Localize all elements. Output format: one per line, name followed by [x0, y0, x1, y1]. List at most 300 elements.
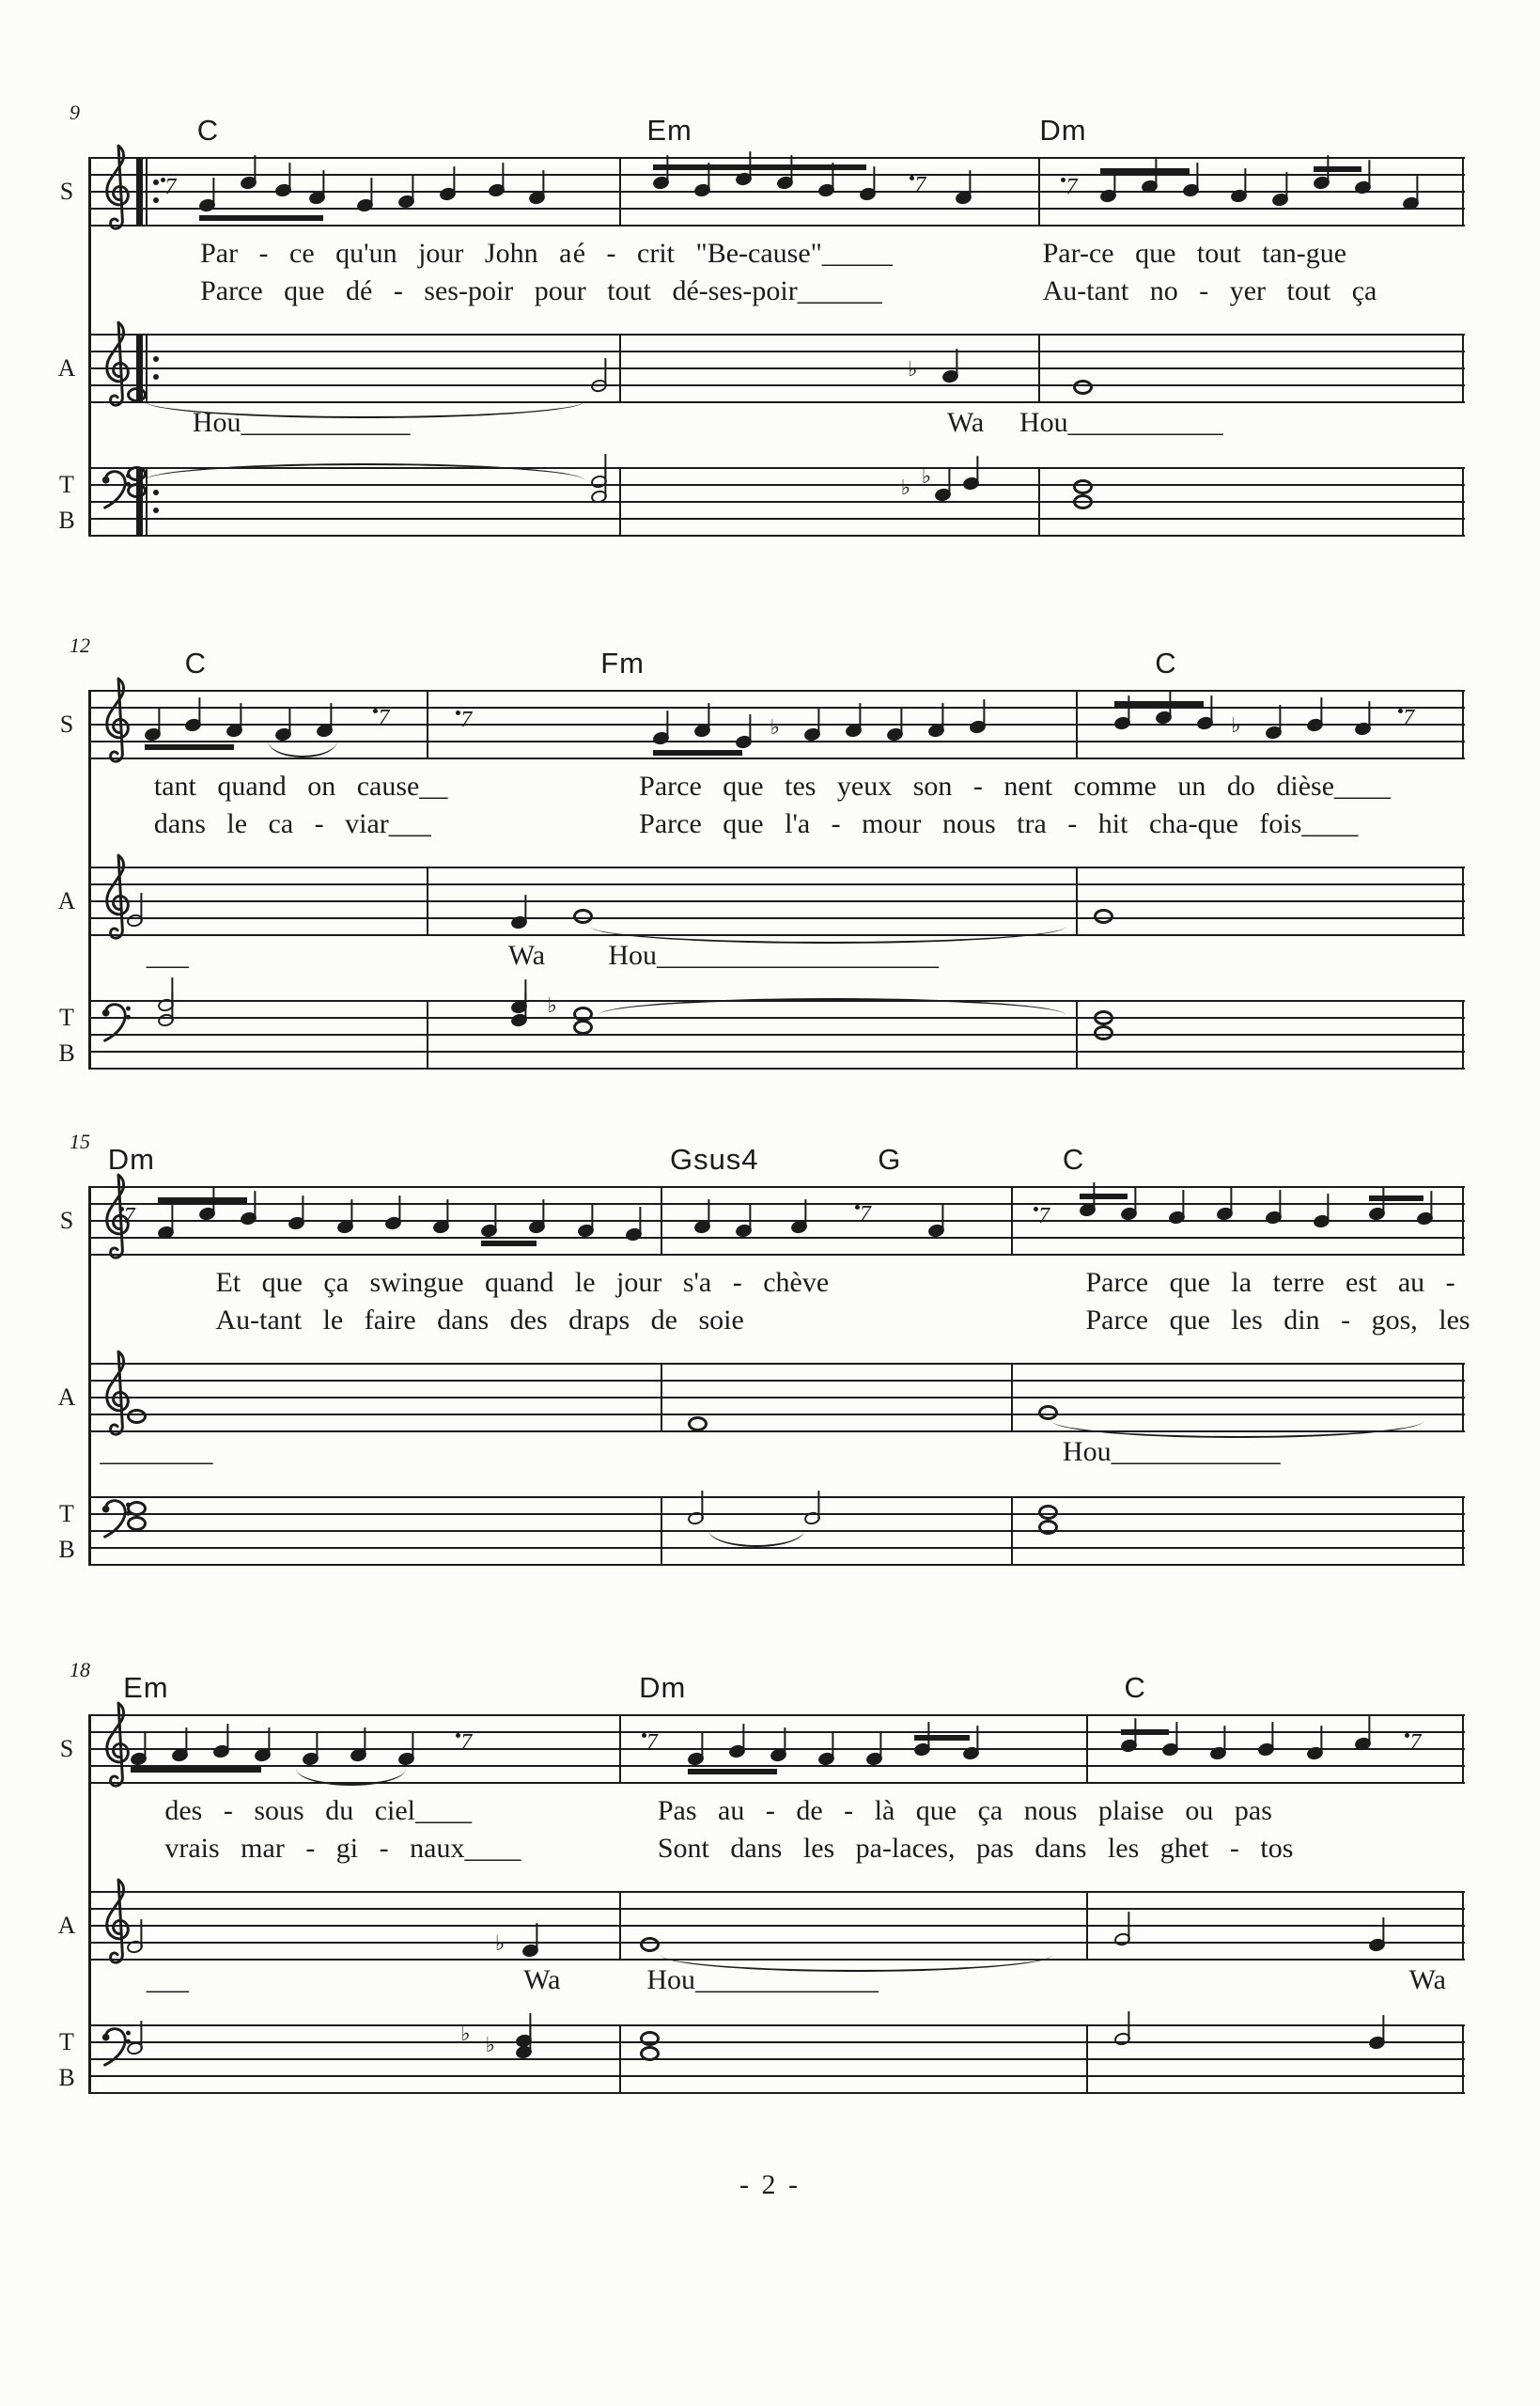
barline [619, 157, 621, 227]
half-note [125, 913, 144, 929]
flat-sign: ♭ [485, 2034, 496, 2057]
chord-symbol: C [184, 647, 208, 680]
lyric-segment: Par - ce qu'un jour John a [200, 238, 572, 269]
barline [661, 1363, 662, 1432]
treble-clef-icon [99, 675, 136, 774]
rest: 7 [1403, 706, 1415, 730]
eighth-note [1154, 710, 1173, 726]
half-note [1112, 1931, 1131, 1947]
barline [1462, 1714, 1464, 1784]
quarter-note [510, 914, 529, 930]
chord-symbol: C [1155, 647, 1177, 680]
barline [1462, 1891, 1464, 1961]
barline [1038, 467, 1040, 537]
tenor-bass-staff [89, 1496, 1465, 1566]
measure-number: 12 [70, 633, 90, 657]
beam [688, 1769, 777, 1774]
beam [1121, 1729, 1169, 1735]
eighth-note [130, 1751, 148, 1767]
eighth-note [383, 1215, 402, 1231]
eighth-note [211, 1743, 230, 1759]
beam [158, 1197, 247, 1203]
barline [1076, 690, 1078, 759]
eighth-note [1112, 715, 1131, 731]
quarter-note [789, 1219, 808, 1235]
beam [1369, 1195, 1424, 1201]
barline [1011, 1496, 1013, 1566]
slur [708, 1530, 804, 1547]
eighth-note [487, 182, 506, 198]
barline [1076, 867, 1078, 936]
lyric-segment: Wa [507, 940, 546, 971]
flat-sign: ♭ [900, 477, 911, 500]
beam [914, 1735, 970, 1741]
system-barline [88, 157, 91, 537]
barline [1462, 2024, 1464, 2094]
soprano-lyrics-verse1 [0, 771, 1540, 808]
chord-symbol: C [1124, 1671, 1146, 1704]
quarter-note [521, 1943, 540, 1959]
slur [145, 463, 584, 480]
eighth-note [687, 1751, 706, 1767]
quarter-note [1367, 1937, 1386, 1953]
whole-note [640, 1937, 660, 1952]
lyric-segment: é - crit "Be-cause"_____ [572, 238, 893, 269]
chord-symbol: Em [123, 1671, 169, 1704]
half-note [125, 1939, 144, 1955]
treble-clef-icon [99, 142, 136, 242]
eighth-note [1354, 180, 1373, 195]
eighth-note [1195, 715, 1214, 731]
whole-note [1094, 1010, 1113, 1025]
eighth-note [198, 197, 217, 213]
chord-symbol: Fm [600, 647, 645, 680]
system-barline [88, 690, 91, 1070]
eighth-note [652, 175, 671, 191]
lyric-segment: dans le ca - viar___ [153, 808, 431, 839]
soprano-staff [89, 690, 1465, 759]
lyric-segment: Parce que l'a - mour nous tra - hit cha-que fois____ [639, 808, 1359, 839]
lyric-segment: Par-ce que tout tan-gue [1042, 238, 1347, 269]
quarter-note [961, 476, 980, 492]
treble-clef-icon [99, 319, 136, 418]
barline [427, 1000, 428, 1070]
eighth-note [288, 1215, 306, 1231]
eighth-note [845, 723, 863, 739]
slur [599, 998, 1066, 1015]
beam [653, 750, 742, 756]
eighth-note [625, 1226, 644, 1242]
eighth-note [576, 1223, 595, 1239]
soprano-lyrics-verse2 [0, 808, 1540, 846]
barline [1462, 157, 1464, 227]
barline [1462, 690, 1464, 759]
rest: 7 [914, 173, 926, 197]
flat-sign: ♭ [547, 994, 557, 1018]
half-note [157, 1012, 176, 1028]
barline [1011, 1363, 1013, 1432]
eighth-note [1216, 1206, 1235, 1222]
treble-clef-icon [99, 851, 136, 951]
chord-row [0, 1143, 1540, 1177]
quarter-note [941, 368, 959, 384]
barline [1086, 1714, 1088, 1784]
rest: 7 [460, 708, 473, 732]
soprano-lyrics-verse2 [0, 1833, 1540, 1870]
whole-note [1038, 1405, 1058, 1420]
eighth-note [198, 1206, 217, 1222]
voice-label-soprano: S [59, 178, 74, 205]
eighth-note [171, 1747, 190, 1763]
eighth-note [1120, 1206, 1139, 1222]
lyric-segment: Au-tant le faire dans des draps de soie [215, 1305, 744, 1336]
barline [661, 1496, 662, 1566]
barline [1076, 1000, 1078, 1070]
eighth-note [817, 1751, 836, 1767]
eighth-note [397, 194, 416, 210]
eighth-note [335, 1219, 354, 1235]
eighth-note [1230, 188, 1249, 204]
whole-note [1038, 1505, 1058, 1520]
barline [427, 867, 428, 936]
barline [619, 1714, 621, 1784]
quarter-note [1367, 2035, 1386, 2051]
voice-label-tenor: T [59, 2028, 74, 2055]
chord-row [0, 647, 1540, 680]
soprano-lyrics-verse1 [0, 238, 1540, 275]
half-note [590, 378, 609, 394]
chord-symbol: C [1062, 1143, 1085, 1176]
eighth-note [439, 186, 458, 202]
alto-staff [89, 334, 1465, 403]
eighth-note [1305, 717, 1324, 733]
eighth-note [961, 1745, 980, 1761]
barline [1038, 334, 1040, 403]
barline [1462, 1186, 1464, 1256]
chord-symbol: C [196, 114, 220, 147]
eighth-note [693, 1219, 712, 1235]
barline [1038, 157, 1040, 227]
eighth-note [528, 190, 547, 206]
rest: 7 [859, 1202, 871, 1226]
eighth-note [1209, 1745, 1228, 1761]
eighth-note [969, 719, 988, 735]
alto-staff [89, 867, 1465, 936]
lyric-segment: Parce que les din - gos, les [1085, 1305, 1470, 1336]
voice-label-bass: B [58, 1536, 75, 1563]
eighth-note [1079, 1202, 1097, 1218]
eighth-note [1257, 1742, 1276, 1758]
eighth-note [184, 717, 203, 733]
beam [481, 1241, 537, 1246]
soprano-staff [89, 1186, 1465, 1256]
eighth-note [1264, 725, 1283, 741]
treble-clef-icon [99, 1699, 136, 1799]
eighth-note [240, 1211, 258, 1226]
chord-symbol: Dm [1039, 114, 1087, 147]
eighth-note [913, 1742, 932, 1758]
beam [1114, 701, 1204, 707]
eighth-note [356, 197, 375, 213]
lyric-segment: Wa [523, 1964, 561, 1995]
alto-staff [89, 1891, 1465, 1961]
beam [1080, 1194, 1128, 1199]
eighth-note [955, 190, 973, 206]
eighth-note [308, 190, 327, 206]
flat-sign: ♭ [460, 2023, 471, 2046]
slur [296, 1769, 406, 1786]
lyric-segment: ___ [146, 940, 189, 971]
eighth-note [693, 182, 712, 198]
half-note [687, 1510, 706, 1526]
barline [1462, 1363, 1464, 1432]
voice-label-soprano: S [59, 1735, 74, 1762]
barline [619, 1891, 621, 1961]
eighth-note [803, 726, 822, 742]
measure-number: 9 [70, 101, 80, 124]
lyric-segment: vrais mar - gi - naux____ [164, 1833, 521, 1864]
voice-label-alto: A [57, 1912, 76, 1939]
whole-note [127, 1409, 147, 1424]
quarter-note [1305, 1745, 1324, 1761]
lyric-segment: Hou___________ [1019, 407, 1223, 438]
eighth-note [769, 1747, 787, 1763]
lyric-segment: Et que ça swingue quand le jour s'a - chève [215, 1267, 830, 1298]
rest: 7 [1038, 1204, 1050, 1228]
treble-clef-icon [99, 1876, 136, 1976]
eighth-note [143, 726, 162, 742]
whole-note [1073, 479, 1093, 494]
eighth-note [1271, 192, 1290, 208]
lyric-segment: Hou____________ [1062, 1436, 1281, 1467]
barline [1462, 867, 1464, 936]
whole-note [1094, 909, 1113, 924]
page-number: - 2 - [739, 2169, 801, 2200]
voice-label-bass: B [58, 1039, 75, 1067]
soprano-lyrics-verse1 [0, 1795, 1540, 1833]
chord-symbol: Dm [107, 1143, 155, 1176]
beam [1100, 168, 1190, 174]
eighth-note [253, 1747, 272, 1763]
rest: 7 [378, 706, 390, 730]
barline [1462, 1000, 1464, 1070]
barline [1011, 1186, 1013, 1256]
lyric-segment: ___ [146, 1964, 189, 1995]
voice-label-tenor: T [59, 1500, 74, 1527]
slur [268, 741, 336, 758]
lyric-segment: des - sous du ciel____ [164, 1795, 472, 1826]
eighth-note [886, 726, 905, 742]
eighth-note [652, 730, 671, 746]
rest: 7 [123, 1204, 135, 1228]
whole-note [640, 2031, 660, 2046]
soprano-staff [89, 1714, 1465, 1784]
eighth-note [157, 1225, 176, 1241]
eighth-note [693, 723, 712, 739]
lyric-segment: ________ [100, 1436, 213, 1467]
half-note [590, 489, 609, 505]
eighth-note [302, 1751, 320, 1767]
voice-label-soprano: S [59, 1207, 74, 1234]
voice-label-alto: A [57, 354, 76, 382]
whole-note [127, 1501, 147, 1516]
system-barline [88, 1714, 91, 2094]
flat-sign: ♭ [1231, 714, 1241, 738]
lyric-segment: Hou____________________ [608, 940, 940, 971]
soprano-staff [89, 157, 1465, 227]
lyric-segment: Sont dans les pa-laces, pas dans les ghet - tos [657, 1833, 1294, 1864]
voice-label-bass: B [58, 507, 75, 534]
system-2 [0, 632, 1540, 1106]
barline [1086, 2024, 1088, 2094]
barline [619, 334, 621, 403]
eighth-note [1415, 1211, 1434, 1226]
eighth-note [1402, 195, 1421, 211]
lyric-segment: Parce que dé - ses-poir pour tout dé-ses-poir______ [200, 275, 882, 306]
eighth-note [480, 1223, 499, 1239]
half-note [803, 1510, 822, 1526]
treble-clef-icon [99, 1348, 136, 1447]
voice-label-tenor: T [59, 1004, 74, 1031]
system-3 [0, 1128, 1540, 1602]
barline [661, 1186, 662, 1256]
lyric-segment: Parce que la terre est au - [1085, 1267, 1455, 1298]
tenor-bass-staff [89, 2024, 1465, 2094]
rest: 7 [646, 1730, 658, 1755]
beam [1314, 166, 1361, 172]
voice-label-alto: A [57, 887, 76, 914]
eighth-note [1099, 188, 1118, 204]
beam [653, 164, 866, 170]
eighth-note [927, 723, 946, 739]
bass-clef-icon [101, 1000, 132, 1047]
eighth-note [273, 182, 292, 198]
tenor-bass-staff [89, 994, 1465, 1070]
whole-note [1073, 380, 1093, 395]
chord-symbol: Em [646, 114, 692, 147]
whole-note [1073, 494, 1093, 509]
voice-label-bass: B [58, 2064, 75, 2091]
voice-label-tenor: T [59, 471, 74, 498]
lyric-segment: Au-tant no - yer tout ça [1042, 275, 1377, 306]
alto-lyrics [0, 1964, 1540, 2002]
whole-note [573, 1020, 593, 1035]
lyric-segment: Hou____________ [192, 407, 411, 438]
half-note [1112, 2031, 1131, 2047]
chord-symbol: Gsus4 [669, 1143, 759, 1176]
whole-note [688, 1416, 708, 1431]
lyric-segment: Wa [946, 407, 985, 438]
rest: 7 [460, 1730, 473, 1755]
eighth-note [1182, 182, 1201, 198]
eighth-note [735, 734, 754, 750]
measure-number: 15 [70, 1130, 90, 1153]
quarter-note [927, 1223, 946, 1239]
lyric-segment: tant quand on cause__ [153, 771, 448, 802]
soprano-lyrics-verse2 [0, 275, 1540, 313]
beam [199, 215, 323, 221]
eighth-note [1354, 721, 1373, 737]
flat-sign: ♭ [921, 465, 932, 489]
eighth-note [1161, 1742, 1180, 1758]
lyric-segment: Parce que tes yeux son - nent comme un do dièse____ [639, 771, 1392, 802]
chord-row [0, 114, 1540, 148]
rest: 7 [164, 175, 177, 199]
whole-note [127, 1516, 147, 1531]
eighth-note [735, 171, 754, 187]
chord-row [0, 1671, 1540, 1705]
flat-sign: ♭ [770, 716, 781, 740]
eighth-note [735, 1223, 754, 1239]
eighth-note [240, 175, 258, 191]
voice-label-alto: A [57, 1383, 76, 1411]
barline [1462, 334, 1464, 403]
flat-sign: ♭ [494, 1932, 506, 1956]
chord-symbol: G [878, 1143, 902, 1176]
chord-symbol: Dm [639, 1671, 687, 1704]
quarter-note [510, 1012, 529, 1028]
eighth-note [865, 1751, 884, 1767]
rest: 7 [1409, 1730, 1422, 1755]
tenor-bass-staff [89, 467, 1465, 537]
eighth-note [397, 1751, 416, 1767]
beam [145, 744, 234, 750]
soprano-lyrics-verse2 [0, 1305, 1540, 1342]
eighth-note [1120, 1738, 1139, 1754]
system-barline [88, 1186, 91, 1566]
barline [427, 690, 428, 759]
flat-sign: ♭ [908, 358, 918, 382]
whole-note [640, 2046, 660, 2061]
eighth-note [315, 723, 334, 739]
eighth-note [776, 175, 795, 191]
voice-label-soprano: S [59, 711, 74, 738]
measure-number: 18 [70, 1658, 90, 1681]
whole-note [127, 483, 147, 498]
eighth-note [226, 723, 244, 739]
system-1 [0, 99, 1540, 573]
whole-note [1094, 1025, 1113, 1040]
eighth-note [1367, 1206, 1386, 1222]
begin-repeat-sign [136, 157, 158, 227]
eighth-note [859, 186, 878, 202]
barline [619, 467, 621, 537]
alto-lyrics [0, 1436, 1540, 1474]
eighth-note [817, 182, 836, 198]
alto-lyrics [0, 407, 1540, 445]
lyric-segment: Hou_____________ [646, 1964, 879, 1995]
eighth-note [350, 1747, 368, 1763]
whole-note [127, 387, 147, 402]
beam [131, 1767, 261, 1773]
alto-staff [89, 1363, 1465, 1432]
quarter-note [934, 487, 953, 503]
half-note [125, 2040, 144, 2056]
lyric-segment: Wa [1408, 1964, 1446, 1995]
eighth-note [1141, 179, 1159, 195]
alto-lyrics [0, 940, 1540, 977]
eighth-note [432, 1219, 451, 1235]
whole-note [1038, 1520, 1058, 1535]
barline [1086, 1891, 1088, 1961]
eighth-note [1168, 1210, 1187, 1226]
barline [1462, 1496, 1464, 1566]
eighth-note [1313, 175, 1331, 191]
eighth-note [727, 1743, 746, 1759]
rest: 7 [1066, 175, 1078, 199]
eighth-note [528, 1219, 547, 1235]
system-4 [0, 1656, 1540, 2131]
